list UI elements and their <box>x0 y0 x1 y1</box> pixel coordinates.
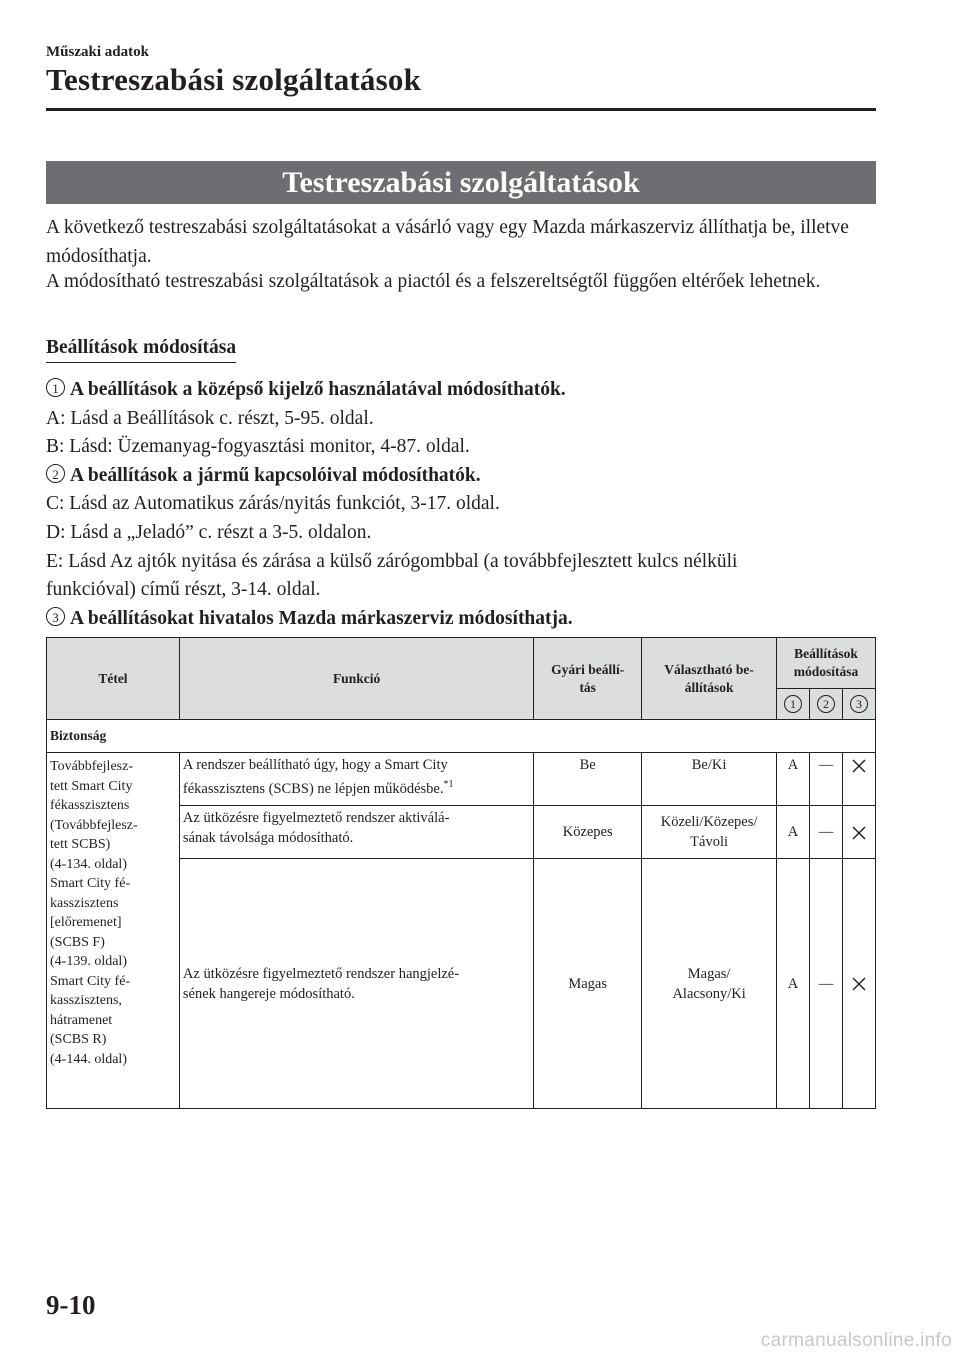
section-label: Biztonság <box>47 720 876 753</box>
group-2-line-d: D: Lásd a „Jeladó” c. részt a 3-5. oldalon. <box>46 521 372 543</box>
group-2-line-e2: funkcióval) című részt, 3-14. oldal. <box>46 579 321 601</box>
function-cell: Az ütközésre figyelmeztető rendszer hangjelzé- sének hangereje módosítható. <box>179 859 533 1109</box>
selectable-cell: Közeli/Közepes/ Távoli <box>642 806 777 859</box>
selectable-cell: Magas/ Alacsony/Ki <box>642 859 777 1109</box>
cross-icon <box>851 825 867 841</box>
header-num-2 <box>810 689 843 720</box>
group-2-line-c: C: Lásd az Automatikus zárás/nyitás funkciót, 3-17. oldal. <box>46 493 500 515</box>
function-cell: Az ütközésre figyelmeztető rendszer aktiválá- sának távolsága módosítható. <box>179 806 533 859</box>
circled-number-1-icon: 1 <box>784 695 802 713</box>
circled-number-2-icon: 2 <box>817 695 835 713</box>
group-2-line-e1: E: Lásd Az ajtók nyitása és zárása a külső zárógombbal (a továbbfejlesztett kulcs nélküli <box>46 550 738 572</box>
page-title: Testreszabási szolgáltatások <box>46 62 422 97</box>
intro-paragraph-1: A következő testreszabási szolgáltatásokat a vásárló vagy egy Mazda márkaszerviz állíthatja be, illetve módosíthatja. <box>46 217 849 267</box>
section-row <box>47 720 876 753</box>
group-2-title: 2 A beállítások a jármű kapcsolóival módosíthatók. <box>46 462 878 491</box>
header-num-3 <box>842 689 875 720</box>
table-row <box>47 753 876 806</box>
header-num-1 <box>777 689 810 720</box>
table-header-row <box>47 638 876 689</box>
modify-1-cell: A <box>777 859 810 1109</box>
modify-3-cell <box>842 859 875 1109</box>
circled-number-2-icon: 2 <box>46 464 65 483</box>
header-item: Tétel <box>47 638 180 720</box>
modify-2-cell: — <box>810 753 843 806</box>
header-factory: Gyári beállí- tás <box>534 638 642 720</box>
watermark-text: carmanualsonline.info <box>760 1330 952 1351</box>
selectable-cell: Be/Ki <box>642 753 777 806</box>
factory-cell: Közepes <box>534 806 642 859</box>
group-1-title: 1 A beállítások a középső kijelző használatával módosíthatók. <box>46 376 878 405</box>
circled-number-3-icon: 3 <box>46 607 65 626</box>
factory-cell: Be <box>534 753 642 806</box>
function-cell: A rendszer beállítható úgy, hogy a Smart City fékasszisztens (SCBS) ne lépjen működésbe.$^{*1}$ <box>179 753 533 806</box>
page-number: 9-10 <box>46 1290 96 1320</box>
settings-description <box>46 376 878 633</box>
group-3-title: 3 A beállításokat hivatalos Mazda márkaszerviz módosíthatja. <box>46 605 878 634</box>
factory-cell: Magas <box>534 859 642 1109</box>
header-selectable: Választható be- állítások <box>642 638 777 720</box>
modify-1-cell: A <box>777 753 810 806</box>
chapter-label: Műszaki adatok <box>46 44 149 60</box>
customization-table <box>46 637 876 1109</box>
section-banner: Testreszabási szolgáltatások <box>46 161 876 204</box>
modify-1-cell: A <box>777 806 810 859</box>
footnote-marker: *1 <box>443 779 454 790</box>
item-cell: Továbbfejlesz- tett Smart City fékasszisztens (Továbbfejlesz- tett SCBS) (4-134. oldal) Smart City fé- kasszisztens [előremenet] (SCBS F) (4-139. oldal) Smart City fé- kasszisztens, hátramenet (SCBS R) (4-144. oldal) <box>47 753 180 1109</box>
modify-3-cell <box>842 753 875 806</box>
header-modify: Beállítások módosítása <box>777 638 876 689</box>
cross-icon <box>851 976 867 992</box>
modify-2-cell: — <box>810 806 843 859</box>
header-function: Funkció <box>179 638 533 720</box>
intro-paragraph-2: A módosítható testreszabási szolgáltatások a piactól és a felszereltségtől függően eltérőek lehetnek. <box>46 271 821 292</box>
circled-number-3-icon: 3 <box>850 695 868 713</box>
settings-heading: Beállítások módosítása <box>46 337 236 363</box>
cross-icon <box>851 758 867 774</box>
header-rule <box>46 108 876 111</box>
modify-2-cell: — <box>810 859 843 1109</box>
group-1-line-b: B: Lásd: Üzemanyag-fogyasztási monitor, 4-87. oldal. <box>46 436 470 458</box>
circled-number-1-icon: 1 <box>46 378 65 397</box>
group-1-line-a: A: Lásd a Beállítások c. részt, 5-95. oldal. <box>46 407 374 429</box>
modify-3-cell <box>842 806 875 859</box>
